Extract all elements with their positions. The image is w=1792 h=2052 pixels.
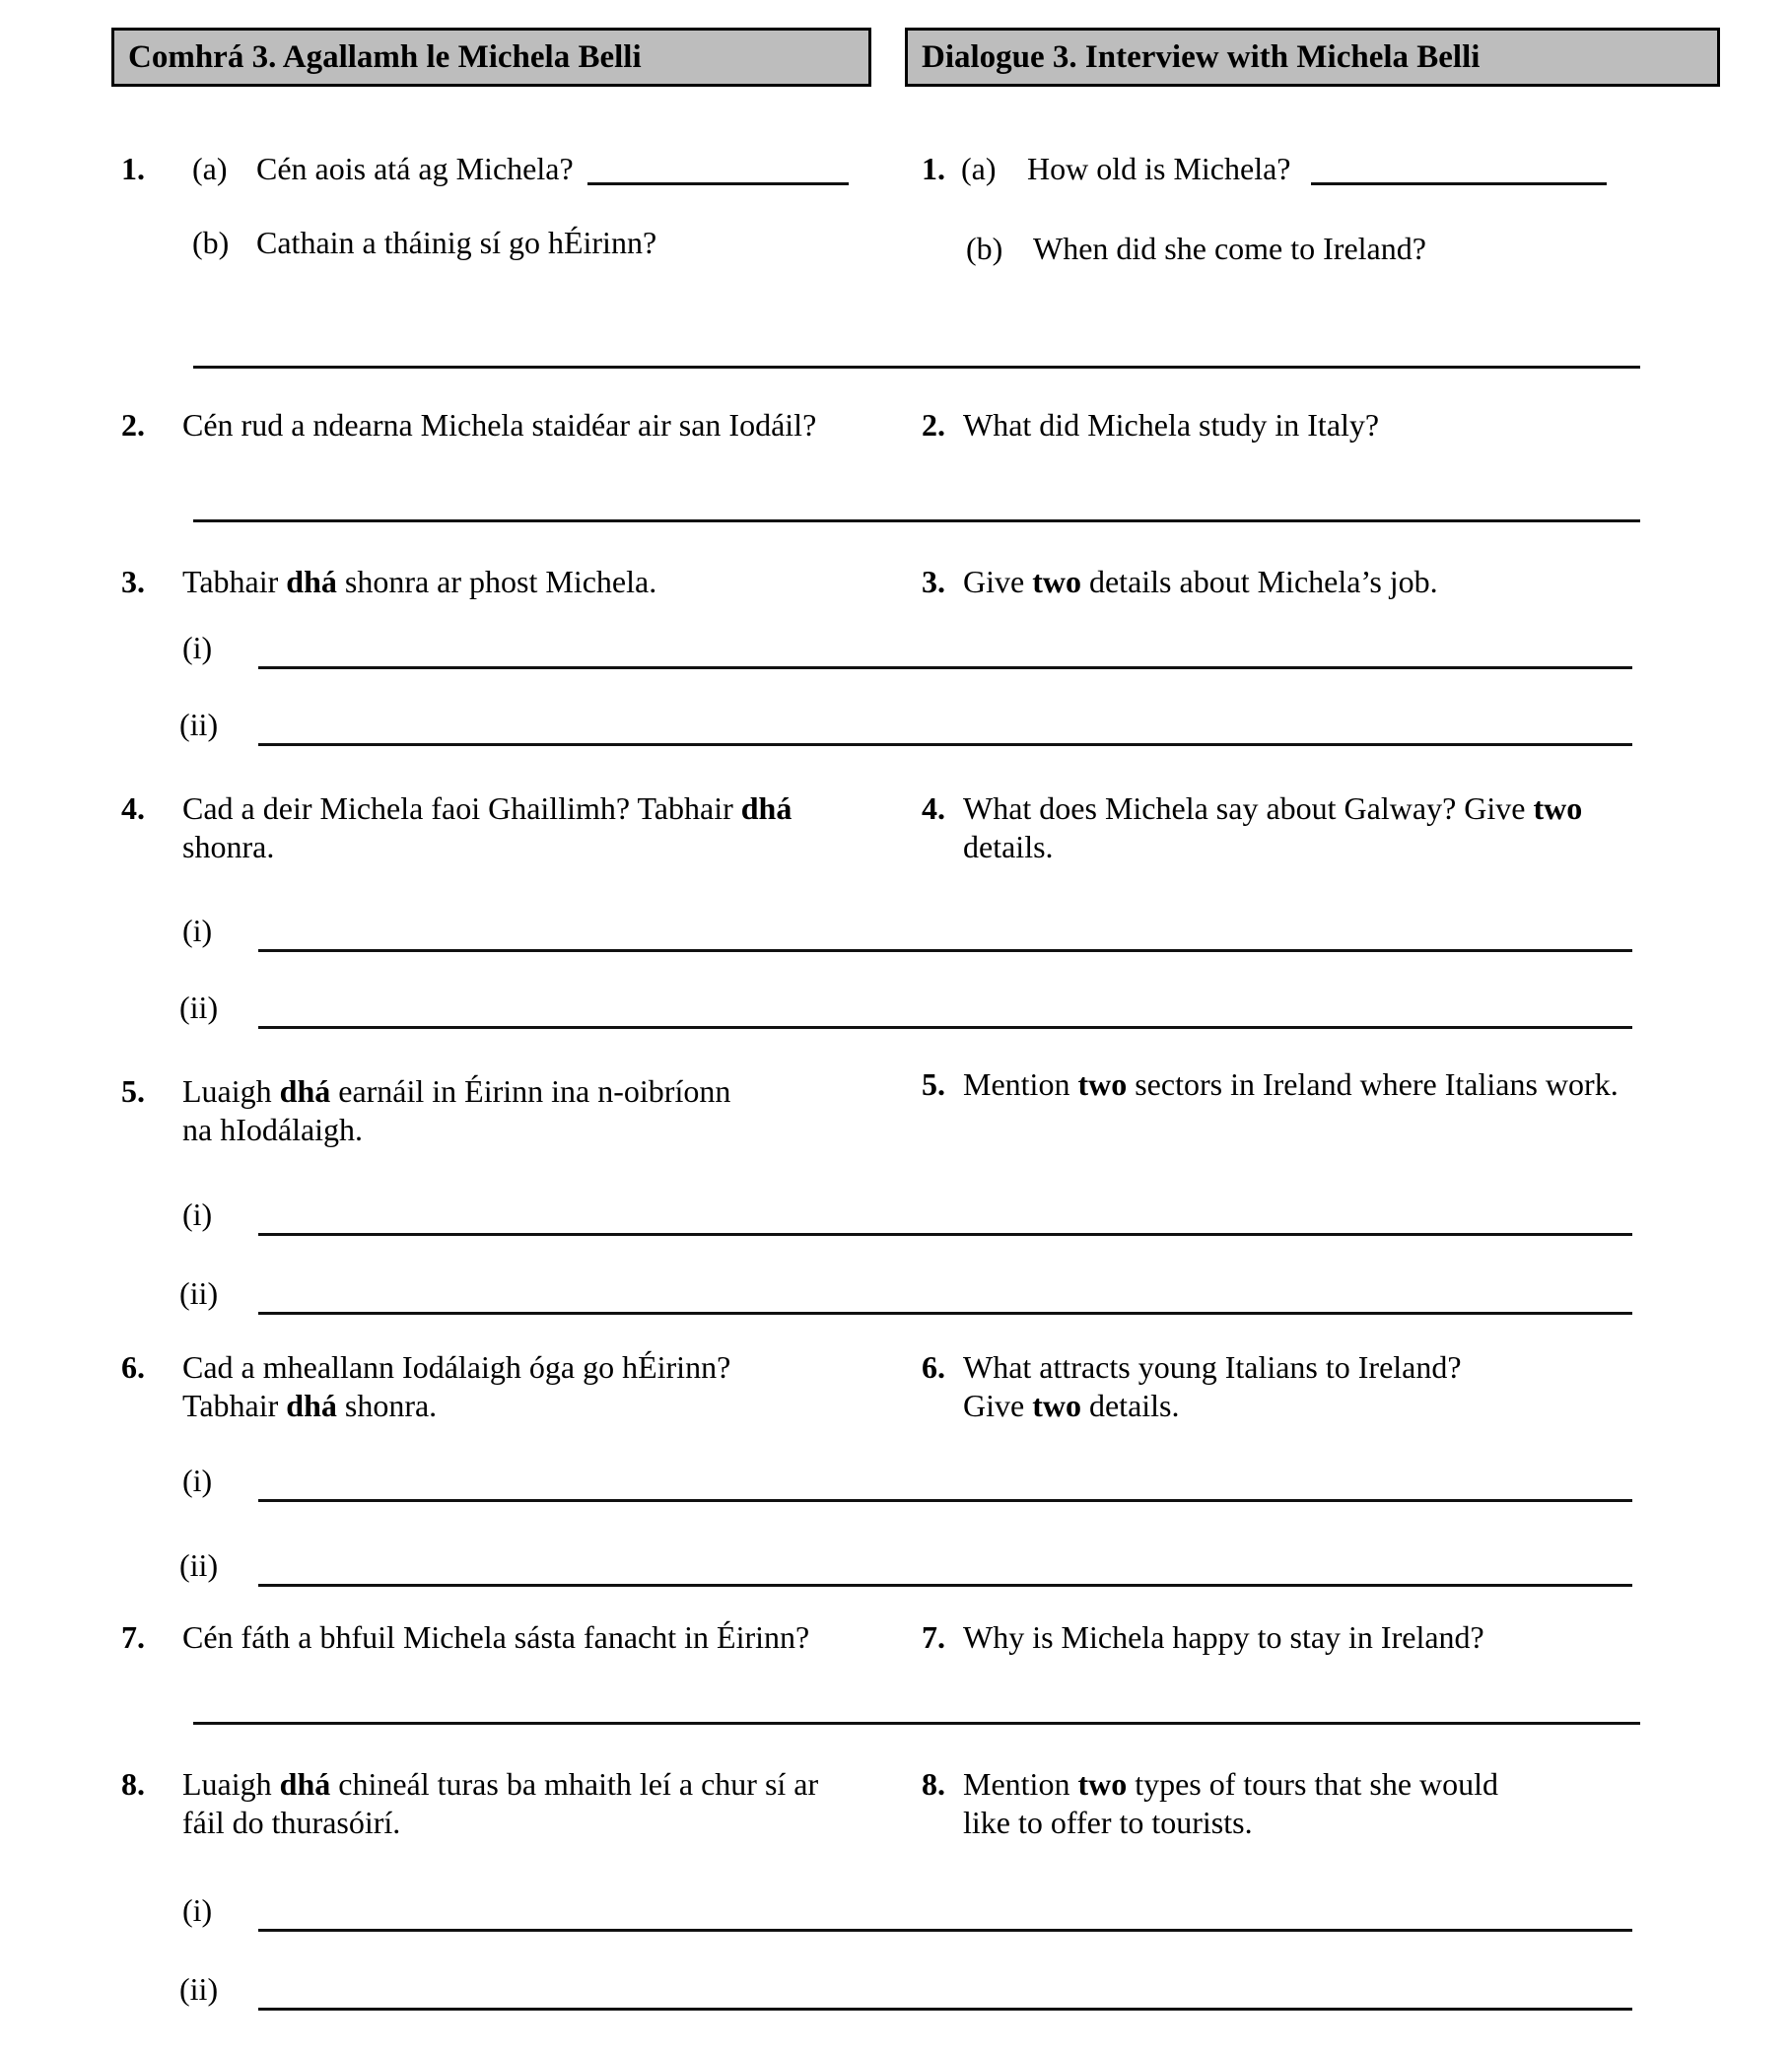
q3-sub-label-i: (i) [182, 630, 213, 665]
q4-sub-label-ii: (ii) [179, 990, 219, 1025]
q5-sub-label-ii: (ii) [179, 1275, 219, 1311]
q4-text-en-bold: two [1533, 790, 1583, 826]
q6-sub-label-ii: (ii) [179, 1547, 219, 1583]
q8-text-en-line1 [963, 1764, 1498, 1804]
q8-answer-line-ii [258, 2008, 1632, 2011]
header-title-english: Dialogue 3. Interview with Michela Belli [922, 38, 1481, 75]
q2-text-ga: Cén rud a ndearna Michela staidéar air san Iodáil? [182, 407, 817, 443]
q4-text-ga-pre: Cad a deir Michela faoi Ghaillimh? Tabhair [182, 790, 741, 826]
q1-answer-line [193, 366, 1640, 369]
q7-text-en: Why is Michela happy to stay in Ireland? [963, 1619, 1484, 1655]
q4-text-en-pre: What does Michela say about Galway? Give [963, 790, 1534, 826]
q7-number-en: 7. [922, 1619, 945, 1655]
q5-text-ga-pre: Luaigh [182, 1073, 280, 1109]
q4-text-ga-bold: dhá [740, 790, 793, 826]
q4-text-en-line1 [963, 788, 1582, 828]
q1b-text-ga: Cathain a tháinig sí go hÉirinn? [256, 225, 657, 260]
q5-text-en [963, 1064, 1619, 1104]
q1b-label-en: (b) [966, 231, 1003, 266]
q6-answer-line-ii [258, 1584, 1632, 1587]
q8-text-ga-bold: dhá [279, 1766, 331, 1802]
q1a-label-ga: (a) [192, 151, 228, 186]
q3-number-ga: 3. [121, 564, 145, 599]
q2-text-en: What did Michela study in Italy? [963, 407, 1380, 443]
q5-text-en-pre: Mention [963, 1066, 1078, 1102]
q7-text-ga: Cén fáth a bhfuil Michela sásta fanacht in Éirinn? [182, 1619, 810, 1655]
q4-text-ga-line2: shonra. [182, 829, 275, 864]
q8-number-en: 8. [922, 1766, 945, 1802]
q3-text-en-post: details about Michela’s job. [1080, 564, 1438, 599]
q1b-label-ga: (b) [192, 225, 230, 260]
q8-text-ga-post: chineál turas ba mhaith leí a chur sí ar [330, 1766, 819, 1802]
q6-sub-label-i: (i) [182, 1463, 213, 1498]
q8-sub-label-ii: (ii) [179, 1971, 219, 2007]
q7-answer-line [193, 1722, 1640, 1725]
q8-sub-label-i: (i) [182, 1892, 213, 1928]
q3-text-ga-bold: dhá [286, 564, 337, 599]
q6-text-ga-post: shonra. [336, 1388, 438, 1423]
q5-text-en-post: sectors in Ireland where Italians work. [1127, 1066, 1619, 1102]
header-title-irish: Comhrá 3. Agallamh le Michela Belli [128, 38, 642, 75]
q3-sub-label-ii: (ii) [179, 707, 219, 742]
q5-sub-label-i: (i) [182, 1197, 213, 1232]
q2-answer-line [193, 519, 1640, 522]
header-box-irish [111, 28, 871, 87]
q5-text-ga-bold: dhá [279, 1073, 331, 1109]
q5-text-ga-line1 [182, 1071, 730, 1111]
q5-text-ga-post: earnáil in Éirinn ina n-oibríonn [330, 1073, 731, 1109]
q6-text-ga-pre: Tabhair [182, 1388, 287, 1423]
q8-text-ga-line1 [182, 1764, 818, 1804]
q1a-question-en [1027, 149, 1607, 188]
q8-text-en-line2: like to offer to tourists. [963, 1805, 1253, 1840]
q6-text-en-line2 [963, 1386, 1180, 1425]
q3-answer-line-ii [258, 743, 1632, 746]
q3-text-en-bold: two [1032, 564, 1081, 599]
q8-text-ga-line2: fáil do thurasóirí. [182, 1805, 401, 1840]
q4-number-ga: 4. [121, 790, 145, 826]
q3-number-en: 3. [922, 564, 945, 599]
q6-number-en: 6. [922, 1349, 945, 1385]
q6-text-en-post: details. [1080, 1388, 1180, 1423]
q3-text-en-pre: Give [963, 564, 1033, 599]
q6-text-ga-line2 [182, 1386, 437, 1425]
q8-text-en-bold: two [1077, 1766, 1128, 1802]
q5-number-en: 5. [922, 1066, 945, 1102]
q5-text-en-bold: two [1077, 1066, 1128, 1102]
q3-text-en [963, 562, 1438, 601]
q4-number-en: 4. [922, 790, 945, 826]
q2-number-ga: 2. [121, 407, 145, 443]
q5-text-ga-line2: na hIodálaigh. [182, 1112, 364, 1147]
header-box-english [905, 28, 1720, 87]
q1a-question-ga [256, 149, 849, 188]
q8-text-en-post: types of tours that she would [1127, 1766, 1499, 1802]
q1a-answer-blank-ga [587, 182, 849, 185]
q4-text-en-line2: details. [963, 829, 1054, 864]
q3-text-ga-post: shonra ar phost Michela. [336, 564, 657, 599]
q6-text-en-bold: two [1032, 1388, 1081, 1423]
q6-text-en-pre: Give [963, 1388, 1033, 1423]
q6-text-ga-line1: Cad a mheallann Iodálaigh óga go hÉirinn? [182, 1349, 731, 1385]
q1a-label-en: (a) [961, 151, 997, 186]
q1a-text-en: How old is Michela? [1027, 151, 1291, 186]
q8-text-en-pre: Mention [963, 1766, 1078, 1802]
q4-answer-line-i [258, 949, 1632, 952]
q8-number-ga: 8. [121, 1766, 145, 1802]
q6-number-ga: 6. [121, 1349, 145, 1385]
q1b-text-en: When did she come to Ireland? [1033, 231, 1426, 266]
q4-text-ga-line1 [182, 788, 792, 828]
q4-sub-label-i: (i) [182, 913, 213, 948]
q5-number-ga: 5. [121, 1073, 145, 1109]
q6-text-en-line1: What attracts young Italians to Ireland? [963, 1349, 1462, 1385]
q6-text-ga-bold: dhá [286, 1388, 337, 1423]
q8-text-ga-pre: Luaigh [182, 1766, 280, 1802]
q7-number-ga: 7. [121, 1619, 145, 1655]
q5-answer-line-ii [258, 1312, 1632, 1315]
q1a-text-ga: Cén aois atá ag Michela? [256, 151, 574, 186]
q1a-answer-blank-en [1311, 182, 1607, 185]
q2-number-en: 2. [922, 407, 945, 443]
q5-answer-line-i [258, 1233, 1632, 1236]
q3-answer-line-i [258, 666, 1632, 669]
q4-answer-line-ii [258, 1026, 1632, 1029]
q1-number-en: 1. [922, 151, 945, 186]
q3-text-ga-pre: Tabhair [182, 564, 287, 599]
q6-answer-line-i [258, 1499, 1632, 1502]
q3-text-ga [182, 562, 656, 601]
q1-number-ga: 1. [121, 151, 145, 186]
q8-answer-line-i [258, 1929, 1632, 1932]
